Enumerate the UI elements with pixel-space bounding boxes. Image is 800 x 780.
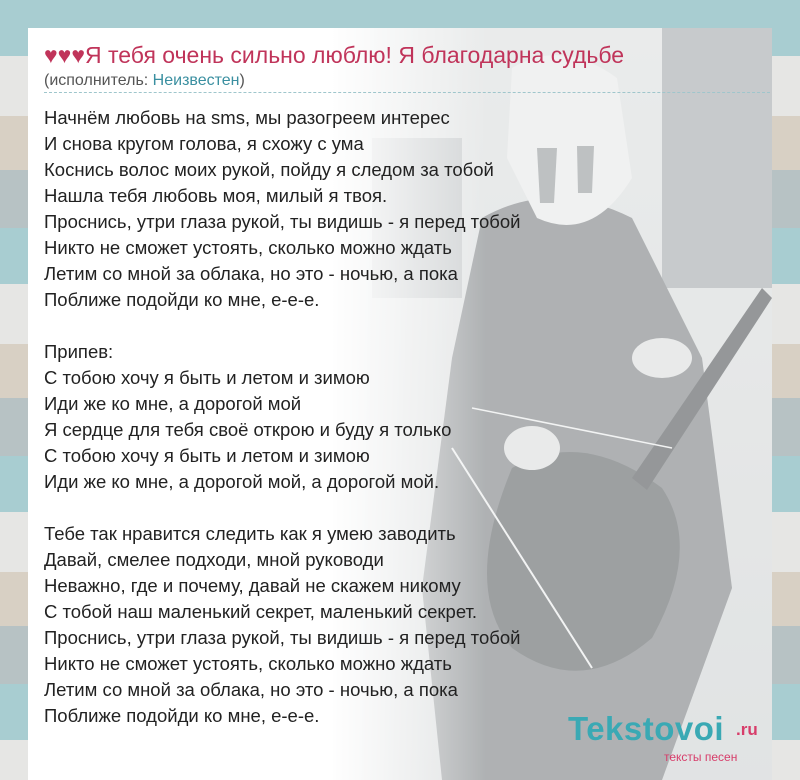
lyrics-line: Летим со мной за облака, но это - ночью, а пока bbox=[44, 263, 458, 284]
lyrics-blank-line bbox=[44, 313, 644, 339]
lyrics-line: С тобою хочу я быть и летом и зимою bbox=[44, 367, 370, 388]
lyrics-line: Я сердце для тебя своё открою и буду я только bbox=[44, 419, 452, 440]
lyrics-line: Иди же ко мне, а дорогой мой bbox=[44, 393, 302, 414]
lyrics-line: Тебе так нравится следить как я умею заводить bbox=[44, 523, 456, 544]
lyrics-line: Поближе подойди ко мне, е-е-е. bbox=[44, 705, 320, 726]
lyrics-line: Иди же ко мне, а дорогой мой, а дорогой мой. bbox=[44, 471, 440, 492]
lyrics-text bbox=[44, 105, 644, 729]
lyrics-line: С тобой наш маленький секрет, маленький секрет. bbox=[44, 601, 478, 622]
lyrics-line: Коснись волос моих рукой, пойду я следом за тобой bbox=[44, 159, 494, 180]
song-title: ♥♥♥Я тебя очень сильно люблю! Я благодарна судьбе bbox=[44, 42, 625, 68]
lyrics-line: Летим со мной за облака, но это - ночью, а пока bbox=[44, 679, 458, 700]
lyrics-line: Неважно, где и почему, давай не скажем никому bbox=[44, 575, 461, 596]
lyrics-line: Нашла тебя любовь моя, милый я твоя. bbox=[44, 185, 388, 206]
lyrics-line: Никто не сможет устоять, сколько можно ждать bbox=[44, 653, 452, 674]
artist-prefix: (исполнитель: bbox=[44, 72, 153, 89]
site-logo[interactable] bbox=[568, 710, 772, 770]
logo-tagline: тексты песен bbox=[664, 750, 738, 764]
lyrics-line: Давай, смелее подходи, мной руководи bbox=[44, 549, 384, 570]
lyrics-card bbox=[28, 28, 772, 780]
lyrics-line: Проснись, утри глаза рукой, ты видишь - я перед тобой bbox=[44, 627, 521, 648]
lyrics-line: Никто не сможет устоять, сколько можно ждать bbox=[44, 237, 452, 258]
lyrics-line: Поближе подойди ко мне, е-е-е. bbox=[44, 289, 320, 310]
lyrics-line: С тобою хочу я быть и летом и зимою bbox=[44, 445, 370, 466]
artist-line bbox=[44, 72, 245, 90]
lyrics-line: Проснись, утри глаза рукой, ты видишь - я перед тобой bbox=[44, 211, 521, 232]
lyrics-line: Припев: bbox=[44, 341, 114, 362]
artist-link[interactable]: Неизвестен bbox=[152, 72, 240, 89]
artist-suffix: ) bbox=[239, 72, 245, 89]
title-divider bbox=[44, 92, 770, 93]
logo-tld-text: .ru bbox=[736, 720, 758, 739]
lyrics-blank-line bbox=[44, 495, 644, 521]
logo-main-text: Tekstovoi bbox=[568, 710, 725, 747]
lyrics-line: Начнём любовь на sms, мы разогреем интерес bbox=[44, 107, 450, 128]
lyrics-line: И снова кругом голова, я схожу с ума bbox=[44, 133, 364, 154]
